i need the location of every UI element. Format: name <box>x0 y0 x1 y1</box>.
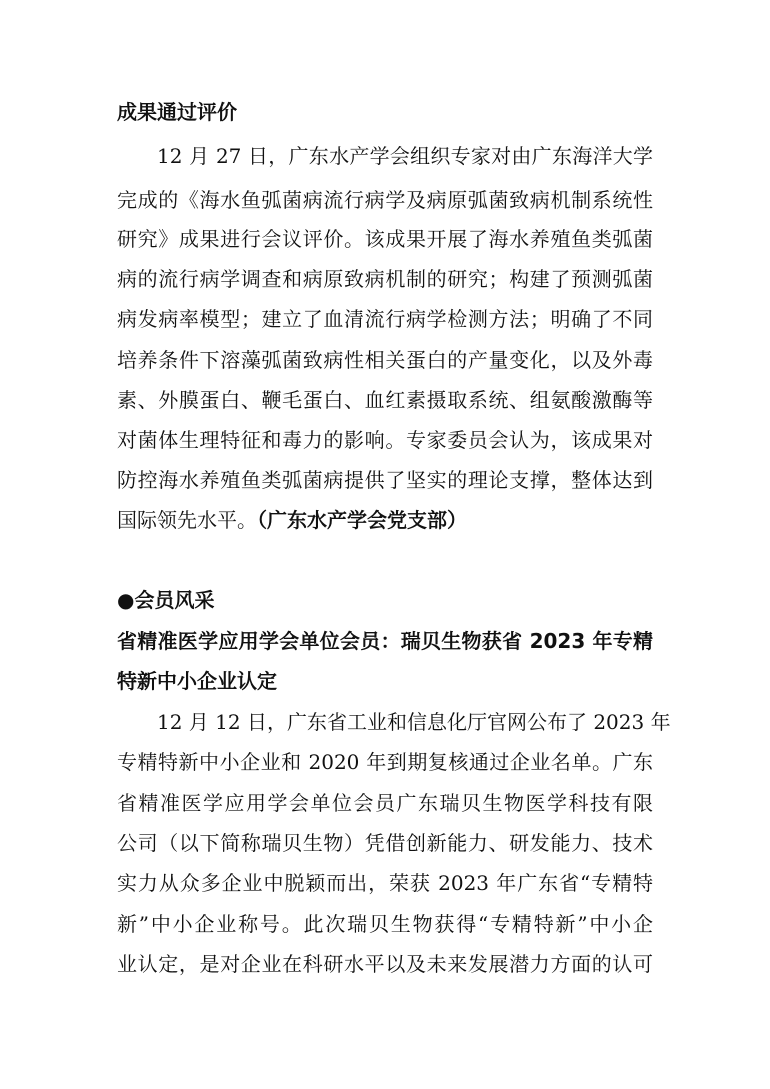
section-title-achievement: 成果通过评价 <box>117 100 237 124</box>
paragraph-line: 素、外膜蛋白、鞭毛蛋白、血红素摄取系统、组氨酸激酶等 <box>117 388 653 412</box>
source-attribution: （广东水产学会党支部） <box>257 508 467 532</box>
paragraph-line: 新”中小企业称号。此次瑞贝生物获得“专精特新”中小企 <box>117 912 653 936</box>
paragraph-text: 国际领先水平。 <box>117 508 257 532</box>
paragraph-line: 省精准医学应用学会单位会员广东瑞贝生物医学科技有限 <box>117 791 653 815</box>
paragraph-line: 专精特新中小企业和 2020 年到期复核通过企业名单。广东 <box>117 750 653 774</box>
paragraph-line: 完成的《海水鱼弧菌病流行病学及病原弧菌致病机制系统性 <box>117 188 653 212</box>
paragraph-line: 公司（以下简称瑞贝生物）凭借创新能力、研发能力、技术 <box>117 831 653 855</box>
paragraph-line: 对菌体生理特征和毒力的影响。专家委员会认为，该成果对 <box>117 428 653 452</box>
paragraph-line: 业认定，是对企业在科研水平以及未来发展潜力方面的认可 <box>117 952 653 976</box>
paragraph-line: 防控海水养殖鱼类弧菌病提供了坚实的理论支撑，整体达到 <box>117 468 653 492</box>
article-title-line: 省精准医学应用学会单位会员：瑞贝生物获省 2023 年专精 <box>117 629 653 653</box>
paragraph-line: 培养条件下溶藻弧菌致病性相关蛋白的产量变化，以及外毒 <box>117 348 653 372</box>
paragraph-last-line <box>117 506 653 534</box>
article-title-line: 特新中小企业认定 <box>117 669 277 693</box>
paragraph-line: 实力从众多企业中脱颖而出，荣获 2023 年广东省“专精特 <box>117 871 653 895</box>
paragraph-line: 病的流行病学调查和病原致病机制的研究；构建了预测弧菌 <box>117 267 653 291</box>
paragraph-line: 12 月 12 日，广东省工业和信息化厅官网公布了 2023 年 <box>157 710 671 734</box>
paragraph-line: 病发病率模型；建立了血清流行病学检测方法；明确了不同 <box>117 307 653 331</box>
section-heading-member-showcase: ●会员风采 <box>117 588 215 612</box>
paragraph-line: 12 月 27 日，广东水产学会组织专家对由广东海洋大学 <box>157 144 653 168</box>
paragraph-line: 研究》成果进行会议评价。该成果开展了海水养殖鱼类弧菌 <box>117 227 653 251</box>
